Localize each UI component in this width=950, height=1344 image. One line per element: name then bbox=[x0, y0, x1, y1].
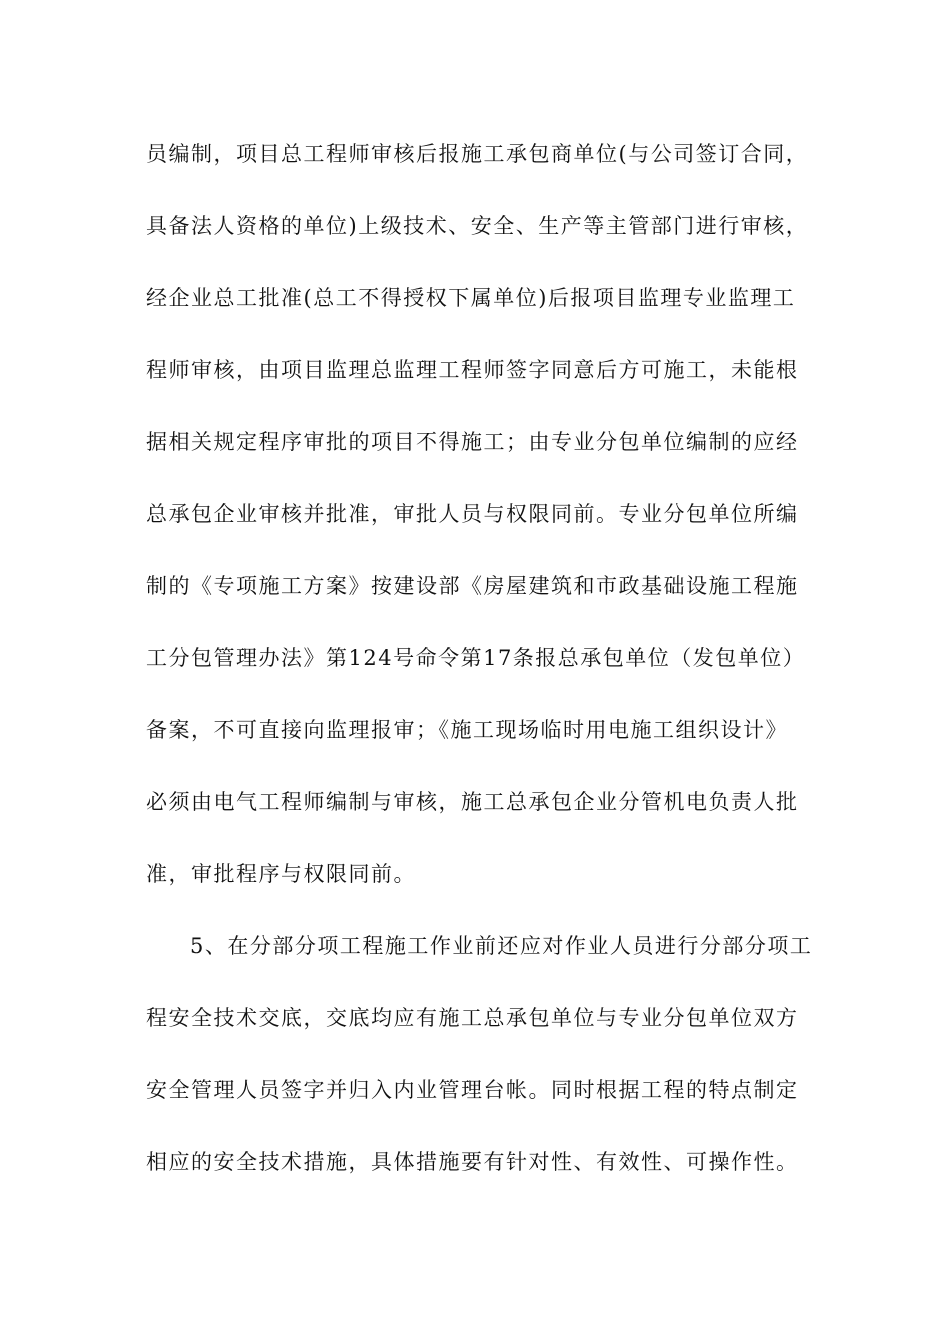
text-line: 据相关规定程序审批的项目不得施工；由专业分包单位编制的应经 bbox=[146, 430, 799, 454]
text-line: 总承包企业审核并批准，审批人员与权限同前。专业分包单位所编 bbox=[146, 502, 799, 526]
text-line: 具备法人资格的单位)上级技术、安全、生产等主管部门进行审核， bbox=[146, 214, 809, 238]
body-text bbox=[146, 128, 816, 1208]
text-line: 工分包管理办法》第124号命令第17条报总承包单位（发包单位） bbox=[146, 646, 806, 670]
paragraph-start-line: 5、在分部分项工程施工作业前还应对作业人员进行分部分项工 bbox=[190, 934, 813, 958]
text-line: 程安全技术交底，交底均应有施工总承包单位与专业分包单位双方 bbox=[146, 1006, 799, 1030]
text-line: 必须由电气工程师编制与审核，施工总承包企业分管机电负责人批 bbox=[146, 790, 799, 814]
text-line: 员编制，项目总工程师审核后报施工承包商单位(与公司签订合同， bbox=[146, 142, 809, 166]
text-line: 准，审批程序与权限同前。 bbox=[146, 862, 416, 886]
text-line: 备案，不可直接向监理报审；《施工现场临时用电施工组织设计》 bbox=[146, 718, 788, 742]
text-line: 制的《专项施工方案》按建设部《房屋建筑和市政基础设施工程施 bbox=[146, 574, 799, 598]
text-line: 程师审核，由项目监理总监理工程师签字同意后方可施工，未能根 bbox=[146, 358, 799, 382]
text-line: 安全管理人员签字并归入内业管理台帐。同时根据工程的特点制定 bbox=[146, 1078, 799, 1102]
text-line: 相应的安全技术措施，具体措施要有针对性、有效性、可操作性。 bbox=[146, 1150, 799, 1174]
text-line: 经企业总工批准(总工不得授权下属单位)后报项目监理专业监理工 bbox=[146, 286, 796, 310]
